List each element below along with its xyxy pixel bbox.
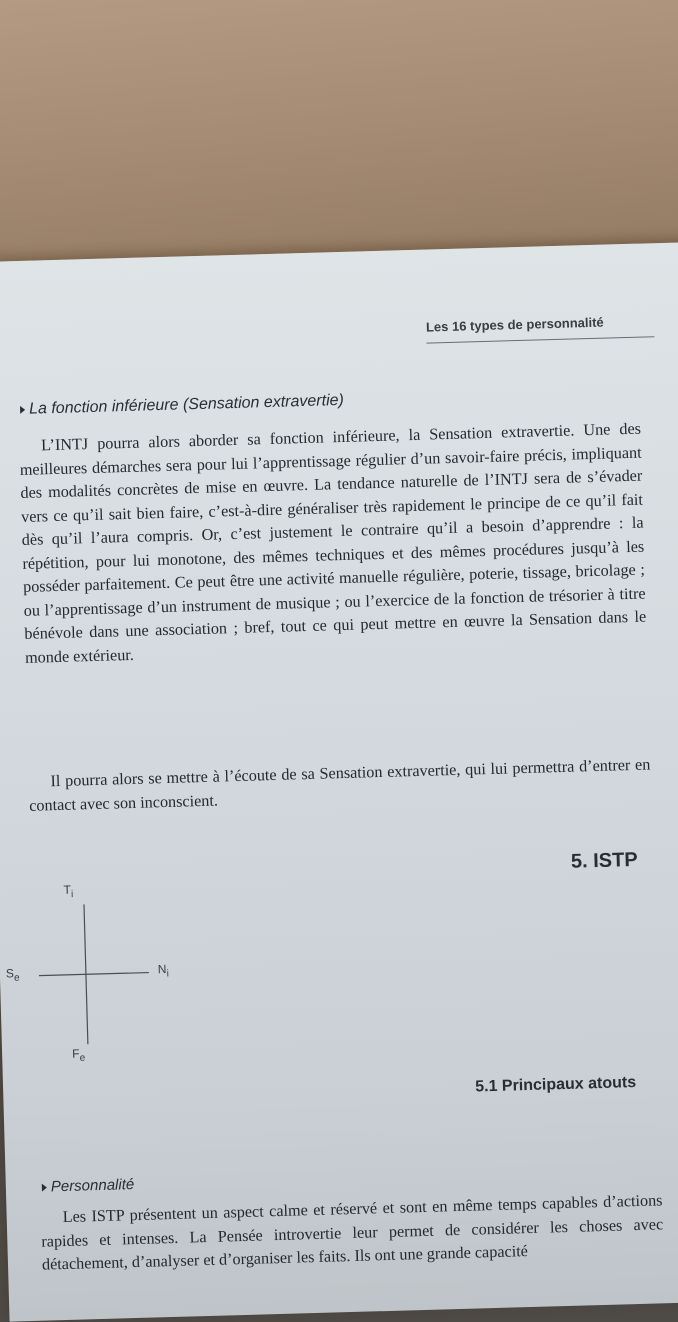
body-paragraph-1: L’INTJ pourra alors aborder sa fonction inférieure, la Sensation extravertie. Une des meilleures démarches sera pour lui l’apprentissage régulier d’un savoir-faire précis, impliquant des modalités concrètes de mise en œuvre. La tendance naturelle de l’INTJ sera de s’évader vers ce qu’il sait bien faire, c’est-à-dire généraliser très rapidement le principe de ce qu’il fait dès qu’il l’aura compris. Or, c’est justement le contraire qu’il a besoin d’apprendre : la répétition, pour lui monotone, des mêmes techniques et des mêmes procédures jusqu’à les posséder parfaitement. Ce peut être une activité manuelle régulière, poterie, tissage, bricolage ; ou l’apprentissage d’un instrument de musique ; ou l’exercice de la fonction de trésorier à titre bénévole dans une association ; bref, tout ce qui peut mettre en œuvre la Sensation dans le monde extérieur. [19,419,647,667]
diagram-label-top: $T_i$ [63,882,74,901]
book-page [0,241,678,1321]
diagram-label-right: $N_i$ [157,962,170,980]
section-heading-text: Personnalité [50,1176,135,1196]
section-heading-personality [42,1176,135,1196]
triangle-bullet-icon [20,406,25,414]
triangle-bullet-icon [42,1184,47,1192]
function-cross-diagram [5,881,206,1066]
running-header: Les 16 types de personnalité [426,313,655,343]
chapter-title: 5. ISTP [570,848,638,873]
subsection-title: 5.1 Principaux atouts [474,1074,637,1096]
diagram-label-bottom: $F_e$ [71,1046,86,1064]
horizontal-axis [39,973,149,976]
page-content [5,314,664,1274]
diagram-label-left: $S_e$ [5,966,20,984]
cross-axes [31,881,206,1066]
section-heading-inferior-function [20,392,344,419]
body-paragraph-3: Les ISTP présentent un aspect calme et réservé et sont en même temps capables d’actions rapides et intenses. La Pensée introvertie leur permet de considérer les choses avec détachement, d’analyser et d’organiser les faits. Ils ont une grande capacité [41,1191,664,1274]
section-heading-text: La fonction inférieure (Sensation extravertie) [28,391,345,418]
body-paragraph-2: Il pourra alors se mettre à l’écoute de sa Sensation extravertie, qui lui permettra d’entrer en contact avec son inconscient. [28,755,651,815]
